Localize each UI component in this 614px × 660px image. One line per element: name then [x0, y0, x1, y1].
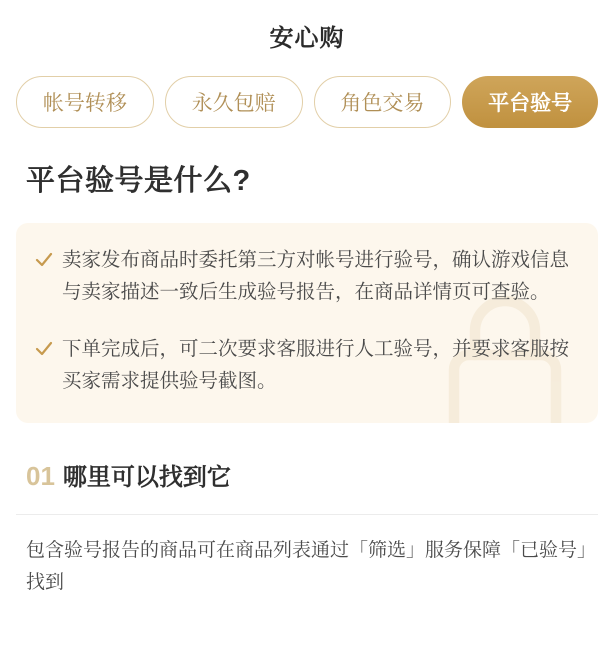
bullet-text: 卖家发布商品时委托第三方对帐号进行验号，确认游戏信息与卖家描述一致后生成验号报告，在商品详情页可查验。 — [62, 249, 570, 303]
tab-permanent-compensation[interactable] — [165, 76, 303, 128]
tab-label: 平台验号 — [488, 92, 573, 115]
tab-label: 永久包赔 — [191, 92, 276, 115]
section-body-text: 包含验号报告的商品可在商品列表通过「筛选」服务保障「已验号」找到 — [26, 540, 587, 593]
bullet-text: 下单完成后，可二次要求客服进行人工验号，并要求客服按买家需求提供验号截图。 — [62, 338, 570, 392]
page-header — [0, 0, 614, 70]
section-title: 哪里可以找到它 — [62, 464, 231, 492]
section-heading — [26, 457, 614, 492]
check-icon — [34, 251, 54, 271]
divider — [16, 514, 598, 515]
tab-bar — [0, 76, 614, 128]
tab-role-trade[interactable] — [314, 76, 452, 128]
page-title: 安心购 — [269, 24, 345, 52]
info-card — [16, 223, 598, 423]
section-number: 01 — [26, 461, 55, 492]
section-question-title: 平台验号是什么? — [26, 165, 251, 197]
tab-platform-verification[interactable] — [462, 76, 598, 128]
list-item — [34, 334, 578, 397]
list-item — [34, 245, 578, 308]
check-icon — [34, 340, 54, 360]
tab-label: 角色交易 — [340, 92, 425, 115]
tab-label: 帐号转移 — [42, 92, 127, 115]
tab-account-transfer[interactable] — [16, 76, 154, 128]
